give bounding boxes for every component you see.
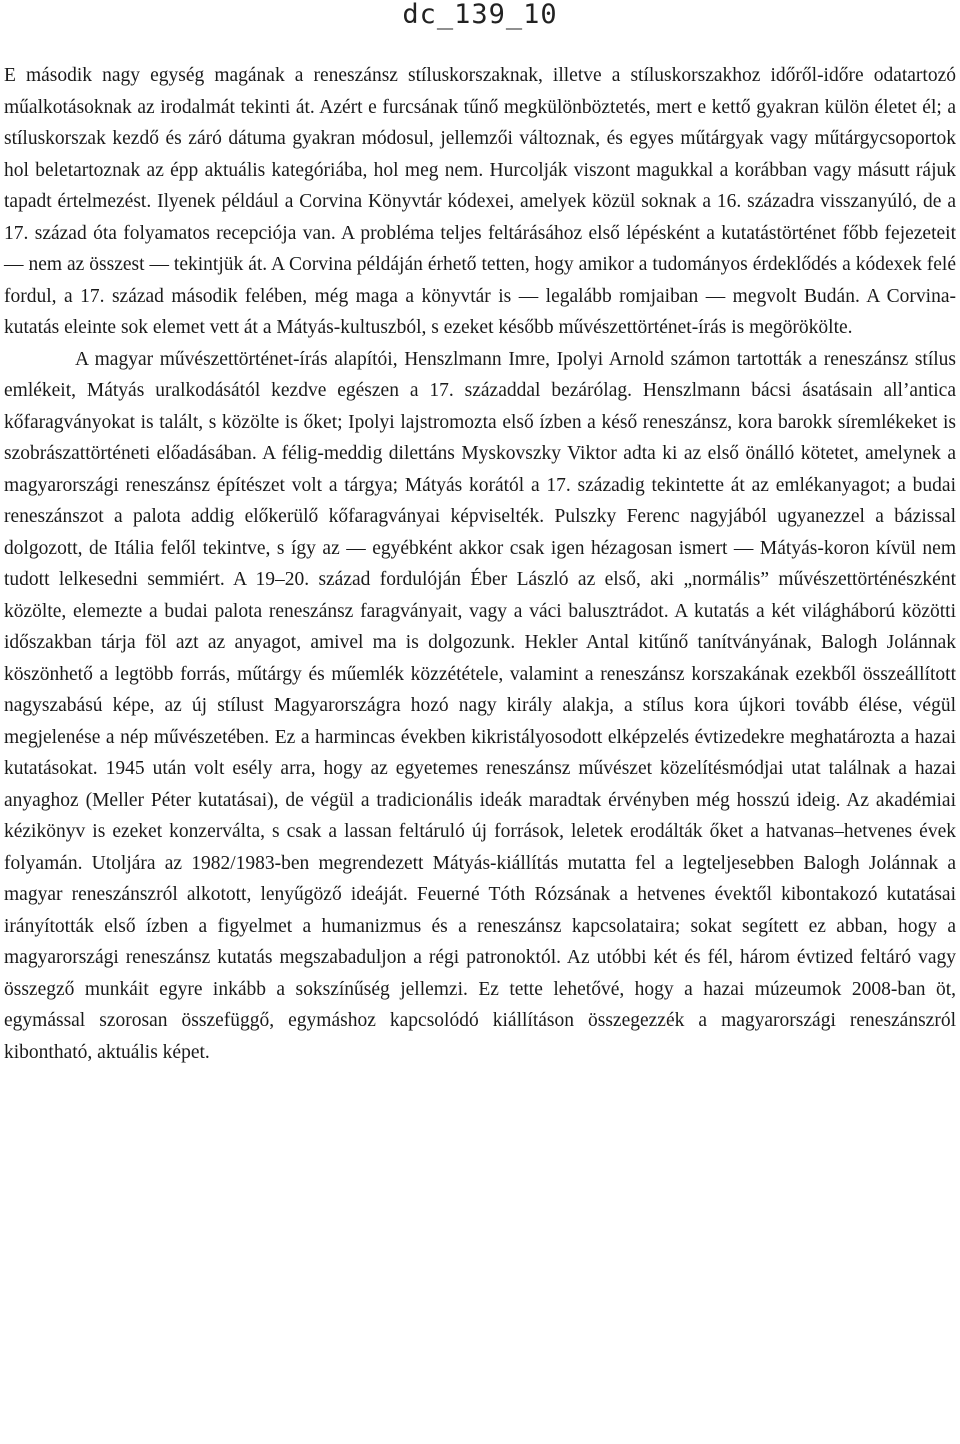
document-id-header: dc_139_10 <box>402 0 558 30</box>
document-body <box>4 60 956 1068</box>
paragraph-historiography: A magyar művészettörténet-írás alapítói, Henszlmann Imre, Ipolyi Arnold számon tartották a reneszánsz stílus emlékeit, Mátyás uralkodásától kezdve egészen a 17. századdal bezárólag. Henszlmann bácsi ásatásain all’antica kőfaragványokat is talált, s közölte is őket; Ipolyi lajstromozta első ízben a késő reneszánsz, kora barokk síremlékeket is szobrászattörténeti előadásában. A félig-meddig dilettáns Myskovszky Viktor adta ki az első önálló kötetet, amelynek a magyarországi reneszánsz építészet volt a tárgya; Mátyás korától a 17. századig tekintette át az emlékanyagot; a budai reneszánszot a palota addig előkerülő kőfaragványai képviselték. Pulszky Ferenc nagyjából ugyanezzel a bázissal dolgozott, de Itália felől tekintve, s így az — egyébként akkor csak igen hézagosan ismert — Mátyás-koron kívül nem tudott lelkesedni semmiért. A 19–20. század fordulóján Éber László az első, aki „normális” művészettörténészként közölte, elemezte a budai palota reneszánsz faragványait, vagy a váci balusztrádot. A kutatás a két világháború közötti időszakban tárja föl azt az anyagot, amivel ma is dolgozunk. Hekler Antal kitűnő tanítványának, Balogh Jolánnak köszönhető a legtöbb forrás, műtárgy és műemlék közzététele, valamint a reneszánsz korszakának ezekből összeállított nagyszabású képe, az új stílust Magyarországra hozó nagy király alakja, a stílus kora újkori tovább élése, végül megjelenése a nép művészetében. Ez a harmincas években kikristályosodott elképzelés évtizedekre meghatározta a hazai kutatásokat. 1945 után volt esély arra, hogy az egyetemes reneszánsz művészet közelítésmódjai utat találnak a hazai anyaghoz (Meller Péter kutatásai), de végül a tradicionális ideák maradtak érvényben még hosszú ideig. Az akadémiai kézikönyv is ezeket konzerválta, s csak a lassan feltáruló új források, leletek erodálták őket a hatvanas–hetvenes évek folyamán. Utoljára az 1982/1983-ben megrendezett Mátyás-kiállítás mutatta fel a legteljesebben Balogh Jolánnak a magyar reneszánszról alkotott, lenyűgöző ideáját. Feuerné Tóth Rózsának a hetvenes évektől kibontakozó kutatásai irányították első ízben a figyelmet a humanizmus és a reneszánsz kapcsolataira; sokat segített ez abban, hogy a magyarországi reneszánsz kutatás megszabaduljon a régi patronoktól. Az utóbbi két és fél, három évtized feltáró vagy összegző munkáit egyre inkább a sokszínűség jellemzi. Ez tette lehetővé, hogy a hazai múzeumok 2008-ban öt, egymással szorosan összefüggő, egymáshoz kapcsolódó kiállításon összegezzék a magyarországi reneszánszról kibontható, aktuális képet. <box>4 348 956 1063</box>
paragraph-corvina-reception: E második nagy egység magának a reneszánsz stíluskorszaknak, illetve a stíluskorszakhoz időről-időre odatartozó műalkotásoknak az irodalmát tekinti át. Azért e furcsának tűnő megkülönböztetés, mert e kettő gyakran külön életet él; a stíluskorszak kezdő és záró dátuma gyakran módosul, jellemzői változnak, és egyes műtárgyak vagy műtárgycsoportok hol beletartoznak az épp aktuális kategóriába, hol meg nem. Hurcolják viszont magukkal a korábban vagy másutt rájuk tapadt értelmezést. Ilyenek például a Corvina Könyvtár kódexei, amelyek közül soknak a 16. századra visszanyúló, de a 17. század óta folyamatos recepciója van. A probléma teljes feltárásához első lépésként a kutatástörténet főbb fejezeteit — nem az összest — tekintjük át. A Corvina példáján érhető tetten, hogy amikor a tudományos érdeklődés a kódexek felé fordul, a 17. század második felében, még maga a könyvtár is — legalább romjaiban — megvolt Budán. A Corvina-kutatás eleinte sok elemet vett át a Mátyás-kultuszból, s ezeket később művészettörténet-írás is megörökölte. <box>4 65 956 338</box>
